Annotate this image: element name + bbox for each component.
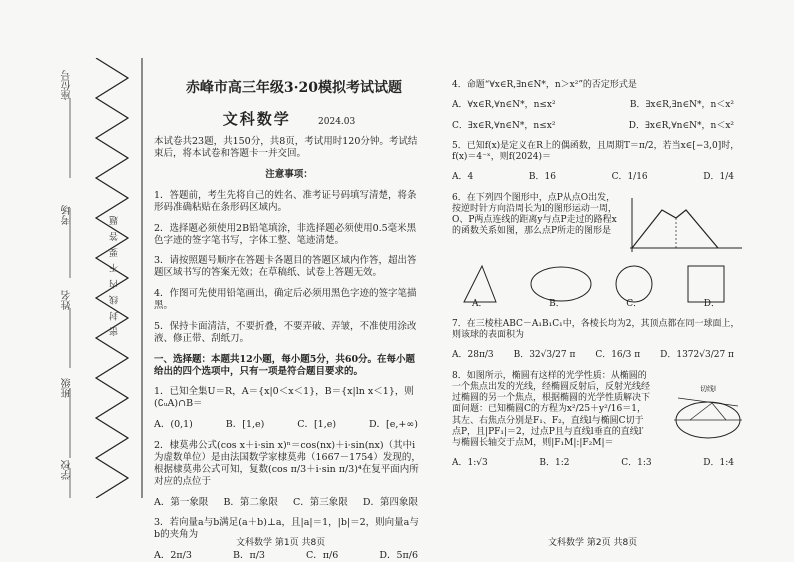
q2-option-b: B．第二象限	[223, 496, 278, 508]
q6-option-b: B．	[549, 298, 565, 309]
question-6: 6．在下列四个图形中，点P从点O出发，按逆时针方向沿周长为l的图形运动一周，O、P两点连线的距离y与点P走过的路程x的函数关系如图，那么点P所走的图形是	[452, 192, 617, 237]
question-2: 2．棣莫弗公式(cos x＋i·sin x)ⁿ＝cos(nx)＋i·sin(nx)（其中i为虚数单位）是由法国数学家棣莫弗（1667－1754）发现的，根据棣莫弗公式可知，复数(cos π/3＋i·sin π/3)⁴在复平面内所对应的点位于	[154, 440, 421, 487]
question-4-options-row2	[452, 121, 740, 132]
question-1: 1．已知全集U＝R，A＝{x|0＜x＜1}，B＝{x|ln x＜1}，则(∁ᵤA)∩B＝	[154, 386, 414, 410]
exam-date: 2024.03	[318, 116, 356, 127]
intro-text: 本试卷共23题，共150分，共8页，考试用时120分钟。考试结束后，将本试卷和答题卡一并交回。	[154, 136, 418, 160]
notice-4: 4．作图可先使用铅笔画出，确定后必须用黑色字迹的签字笔描黑。	[154, 288, 417, 311]
right-footer: 文科数学 第2页 共8页	[548, 538, 638, 548]
q4-option-a: A．∀x∈R,∀n∈N*，n≤x²	[452, 100, 556, 111]
q5-option-c: C．1/16	[611, 172, 648, 183]
q4-option-c: C．∃x∈R,∀n∈N*，n≤x²	[452, 120, 556, 131]
left-footer: 文科数学 第1页 共8页	[236, 538, 326, 548]
q3-option-c: C．π/6	[306, 550, 339, 562]
q1-option-a: A．(0,1)	[154, 419, 193, 431]
q2-option-a: A．第一象限	[154, 496, 209, 508]
question-7: 7．在三棱柱ABC－A₁B₁C₁中，各棱长均为2，其顶点都在同一球面上，则该球的表面积为	[452, 318, 740, 340]
subject-name: 文科数学	[222, 109, 291, 128]
q8-option-b: B．1:2	[539, 458, 570, 469]
q3-option-d: D．5π/6	[379, 550, 418, 562]
seal-text: 密 封 线 内 不 要 答 题	[110, 214, 120, 337]
name-label: 姓名	[62, 290, 73, 310]
q6-function-graph	[622, 196, 746, 256]
seat-number-label: 座位号	[62, 70, 73, 100]
q7-option-a: A．28π/3	[452, 350, 494, 361]
notice-1: 1．答题前，考生先将自己的姓名、准考证号码填写清楚，将条形码准确粘贴在条形码区域内。	[154, 189, 417, 213]
class-label: 班级	[62, 378, 73, 398]
exam-room-label: 考场	[62, 205, 73, 225]
question-4-options-row1	[452, 100, 740, 111]
q8-tangent-label: 切线l	[700, 385, 716, 393]
question-4: 4．命题“∀x∈R,∃n∈N*，n＞x²”的否定形式是	[452, 80, 637, 90]
question-2-options	[154, 497, 424, 509]
q6-option-figures	[456, 262, 736, 308]
q8-ellipse-figure	[672, 392, 744, 444]
q6-option-c: C．	[626, 298, 643, 309]
q1-option-d: D．[e,+∞)	[368, 419, 418, 431]
q2-option-d: D．第四象限	[362, 496, 418, 508]
q8-option-c: C．1:3	[621, 458, 652, 469]
q5-option-b: B．16	[528, 172, 556, 183]
q6-option-d: D．	[703, 298, 720, 309]
q5-option-d: D．1/4	[703, 172, 734, 183]
q7-option-d: D．1372√3/27 π	[660, 350, 734, 361]
question-5-options	[452, 172, 740, 183]
subject-title	[154, 110, 424, 129]
exam-title: 赤峰市高三年级3·20模拟考试试题	[185, 80, 403, 96]
q2-option-c: C．第三象限	[293, 496, 348, 508]
question-7-options	[452, 350, 740, 361]
q4-option-d: D．∃x∈R,∀n∈N*，n＜x²	[628, 120, 734, 131]
q6-option-a: A．	[472, 298, 488, 309]
q7-option-b: B．32√3/27 π	[513, 350, 576, 361]
notice-5: 5．保持卡面清洁，不要折叠，不要弄破、弄皱，不准使用涂改液、修正带、刮纸刀。	[154, 320, 417, 344]
q5-option-a: A．4	[452, 172, 474, 183]
notice-2: 2．选择题必须使用2B铅笔填涂，非选择题必须使用0.5毫米黑色字迹的签字笔书写，字体工整、笔迹清楚。	[154, 222, 417, 246]
question-3-options	[154, 550, 424, 562]
q4-option-b: B．∃x∈R,∃n∈N*，n＜x²	[629, 100, 734, 111]
question-1-options	[154, 419, 424, 431]
notice-3: 3．请按照题号顺序在答题卡各题目的答题区域内作答，超出答题区域书写的答案无效；在草稿纸、试卷上答题无效。	[154, 255, 417, 279]
q3-option-a: A．2π/3	[154, 550, 192, 562]
question-8-options	[452, 458, 740, 469]
q1-option-b: B．[1,e)	[225, 419, 265, 431]
notice-title: 注意事项：	[265, 169, 313, 180]
q3-option-b: B．π/3	[232, 550, 265, 562]
left-page	[154, 80, 424, 571]
q1-option-c: C．[1,e)	[297, 419, 337, 431]
q8-option-a: A．1:√3	[452, 458, 488, 469]
q8-option-d: D．1:4	[703, 458, 734, 469]
question-3: 3．若向量a与b满足(a＋b)⊥a，且|a|＝1，|b|＝2，则向量a与b的夹角为	[154, 517, 419, 541]
question-5: 5．已知f(x)是定义在R上的偶函数，且周期T＝π/2，若当x∈[−3,0]时，f(x)＝4⁻ˣ，则f(2024)＝	[452, 140, 740, 162]
question-8: 8．如图所示，椭圆有这样的光学性质：从椭圆的一个焦点出发的光线，经椭圆反射后，反射光线经过椭圆的另一个焦点，根据椭圆的光学性质解决下面问题：已知椭圆C的方程为x²/25＋y²/16＝1，其左、右焦点分别是F₁、F₂，直线l与椭圆C切于点P，且|PF₁|＝2，过点P且与直线l垂直的直线l′与椭圆长轴交于点M，则|F₁M|:|F₂M|＝	[452, 370, 651, 448]
q7-option-c: C．16/3 π	[595, 350, 641, 361]
school-label: 学校	[62, 460, 73, 480]
section-heading: 一、选择题：本题共12小题，每小题5分，共60分。在每小题给出的四个选项中，只有一项是符合题目要求的。	[154, 353, 416, 377]
